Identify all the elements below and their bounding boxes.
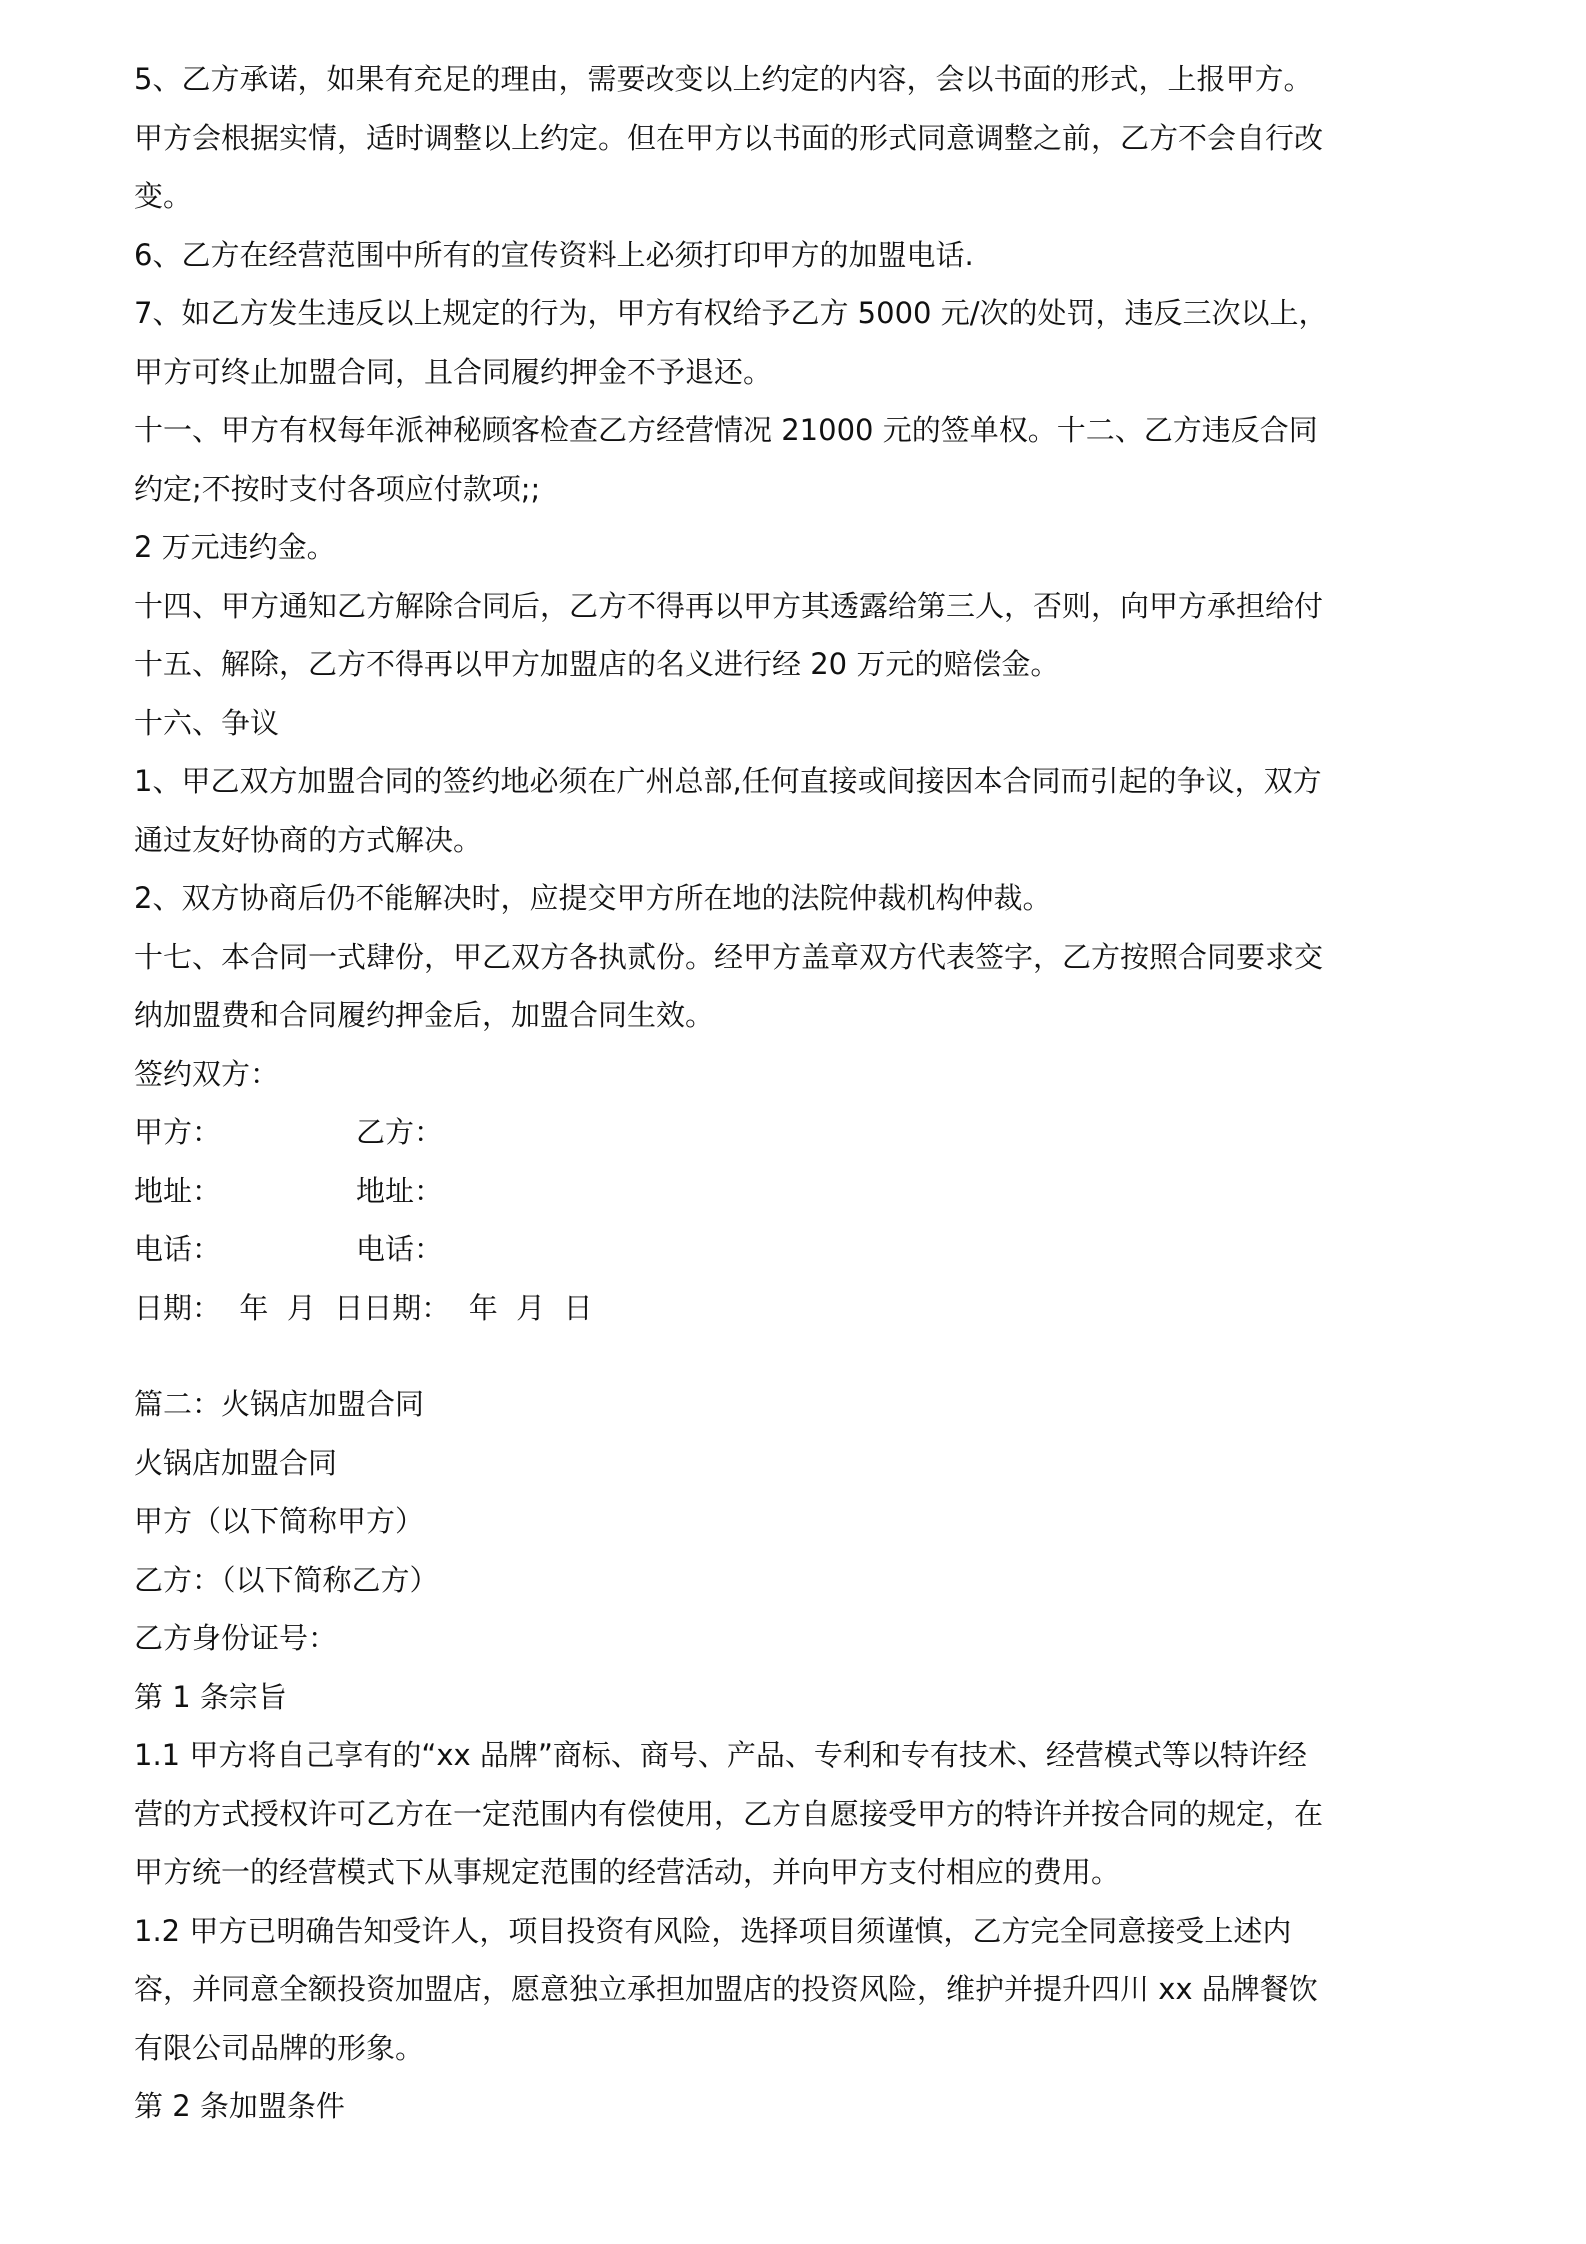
paragraph-line: 甲方统一的经营模式下从事规定范围的经营活动，并向甲方支付相应的费用。 — [134, 1855, 1121, 1889]
signature-row — [134, 1220, 1464, 1279]
paragraph-line: 约定;不按时支付各项应付款项;; — [134, 471, 541, 506]
party-a-name-label: 甲方： — [134, 1115, 222, 1149]
signature-row — [134, 1162, 1464, 1221]
party-a-line: 甲方（以下简称甲方） — [134, 1504, 425, 1538]
party-b-address-label: 地址： — [356, 1173, 444, 1208]
party-a-phone-label: 电话： — [134, 1232, 222, 1266]
article-heading: 第 1 条宗旨 — [134, 1679, 287, 1714]
paragraph-line: 通过友好协商的方式解决。 — [134, 822, 483, 857]
paragraph-line: 十一、甲方有权每年派神秘顾客检查乙方经营情况 21000 元的签单权。十二、乙方违反合同 — [134, 413, 1318, 447]
party-b-id-line: 乙方身份证号： — [134, 1621, 338, 1655]
paragraph-line: 1、甲乙双方加盟合同的签约地必须在广州总部,任何直接或间接因本合同而引起的争议，双方 — [134, 764, 1322, 798]
section-heading: 十六、争议 — [134, 705, 280, 740]
party-b-phone-label: 电话： — [356, 1232, 444, 1266]
paragraph-line: 十七、本合同一式肆份，甲乙双方各执贰份。经甲方盖章双方代表签字，乙方按照合同要求交 — [134, 939, 1324, 974]
contract-terms-section — [134, 50, 1464, 1103]
paragraph-line: 甲方可终止加盟合同，且合同履约押金不予退还。 — [134, 354, 773, 389]
paragraph-line: 容，并同意全额投资加盟店，愿意独立承担加盟店的投资风险，维护并提升四川 xx 品牌餐饮 — [134, 1972, 1318, 2006]
paragraph-line: 十五、解除，乙方不得再以甲方加盟店的名义进行经 20 万元的赔偿金。 — [134, 647, 1060, 681]
paragraph-line: 纳加盟费和合同履约押金后，加盟合同生效。 — [134, 998, 715, 1032]
signature-block — [134, 1103, 1464, 1337]
paragraph-line: 1.2 甲方已明确告知受许人，项目投资有风险，选择项目须谨慎，乙方完全同意接受上述内 — [134, 1913, 1292, 1948]
hotpot-contract-section — [134, 1375, 1464, 2136]
paragraph-line: 营的方式授权许可乙方在一定范围内有偿使用，乙方自愿接受甲方的特许并按合同的规定，在 — [134, 1796, 1324, 1831]
chapter-title: 篇二：火锅店加盟合同 — [134, 1387, 425, 1421]
party-b-line: 乙方：（以下简称乙方） — [134, 1562, 439, 1597]
signature-row — [134, 1103, 1464, 1162]
paragraph-line: 6、乙方在经营范围中所有的宣传资料上必须打印甲方的加盟电话. — [134, 237, 974, 272]
document-page — [134, 50, 1464, 2136]
paragraph-line: 变。 — [134, 179, 193, 213]
paragraph-line: 十四、甲方通知乙方解除合同后，乙方不得再以甲方其透露给第三人，否则，向甲方承担给付 — [134, 588, 1324, 623]
paragraph-line: 1.1 甲方将自己享有的“xx 品牌”商标、商号、产品、专利和专有技术、经营模式等以特许经 — [134, 1738, 1307, 1772]
paragraph-line: 2、双方协商后仍不能解决时，应提交甲方所在地的法院仲裁机构仲裁。 — [134, 881, 1052, 915]
signature-date-line: 日期： 年 月 日日期： 年 月 日 — [134, 1290, 593, 1325]
paragraph-line: 2 万元违约金。 — [134, 530, 336, 564]
party-b-name-label: 乙方： — [356, 1115, 444, 1149]
contract-title: 火锅店加盟合同 — [134, 1445, 338, 1480]
paragraph-line: 有限公司品牌的形象。 — [134, 2030, 425, 2065]
paragraph-line: 5、乙方承诺，如果有充足的理由，需要改变以上约定的内容，会以书面的形式，上报甲方。 — [134, 62, 1313, 96]
article-heading: 第 2 条加盟条件 — [134, 2089, 345, 2123]
party-a-address-label: 地址： — [134, 1173, 222, 1208]
signing-parties-label: 签约双方： — [134, 1056, 280, 1091]
paragraph-line: 甲方会根据实情，适时调整以上约定。但在甲方以书面的形式同意调整之前，乙方不会自行改 — [134, 120, 1324, 155]
section-gap — [134, 1337, 1464, 1375]
paragraph-line: 7、如乙方发生违反以上规定的行为，甲方有权给予乙方 5000 元/次的处罚，违反三次以上， — [134, 296, 1328, 330]
